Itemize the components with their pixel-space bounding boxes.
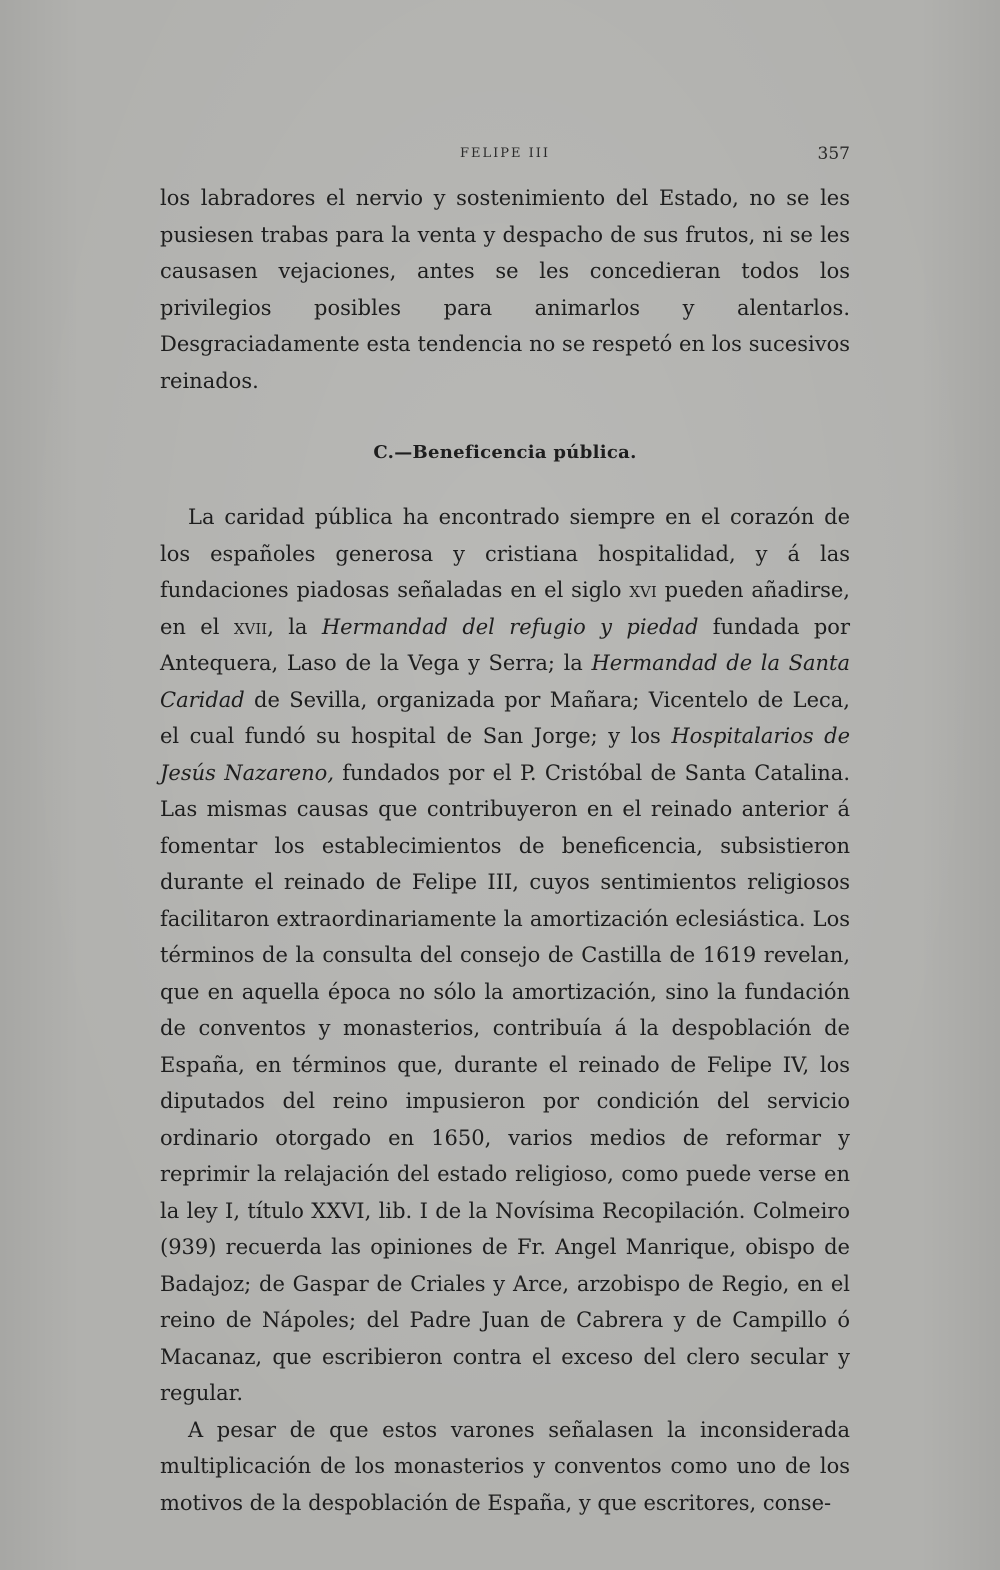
page-number: 357 [817, 144, 850, 164]
italic-hermandad-refugio: Hermandad del refugio y piedad [321, 614, 699, 639]
p2-text-6: fundados por el P. Cristóbal de Santa Catalina. Las mismas causas que contribuyeron en el reinado anterior á fomentar los establecimientos de beneficencia, subsistieron durante el reinado de Felipe III, cuyos sentimientos religiosos facilitaron extraordinariamente la amortización eclesiástica. Los términos de la consulta del consejo de Castilla de 1619 revelan, que en aquella época no sólo la amortización, sino la fundación de conventos y monasterios, contribuía á la despoblación de España, en términos que, durante el reinado de Felipe IV, los diputados del reino impusieron por condición del servicio ordinario otorgado en 1650, varios medios de reformar y reprimir la relajación del estado religioso, como puede verse en la ley I, título XXVI, lib. I de la Novísima Recopilación. Colmeiro (939) recuerda las opiniones de Fr. Angel Manrique, obispo de Badajoz; de Gaspar de Criales y Arce, arzobispo de Regio, en el reino de Nápoles; del Padre Juan de Cabrera y de Campillo ó Macanaz, que escribieron contra el exceso del clero secular y regular. [160, 760, 850, 1405]
paragraph-2 [160, 499, 850, 1412]
century-numeral-xvi: xvi [629, 578, 657, 602]
running-title: FELIPE III [459, 146, 551, 161]
italic-hospitalarios: Hospitalarios de Jesús Nazareno, [160, 724, 850, 785]
running-head [160, 146, 850, 172]
text-block [160, 180, 850, 1521]
p2-text-2: pueden añadirse, en el [160, 578, 850, 639]
paragraph-3: A pesar de que estos varones señalasen la inconsiderada multiplicación de los monasterios y conventos como uno de los motivos de la despoblación de España, y que escritores, conse- [160, 1417, 850, 1515]
p2-text-3: , la [267, 614, 322, 639]
century-numeral-xvii: xvii [233, 614, 268, 639]
p2-text-5: de Sevilla, organizada por Mañara; Vicentelo de Leca, el cual fundó su hospital de San Jorge; y los [160, 687, 850, 748]
p2-text-4: fundada por Antequera, Laso de la Vega y Serra; la [160, 614, 850, 675]
paragraph-1: los labradores el nervio y sostenimiento del Estado, no se les pusiesen trabas para la venta y despacho de sus frutos, ni se les causasen vejaciones, antes se les concedieran todos los privilegios posibles para animarlos y alentarlos. Desgraciadamente esta tendencia no se respetó en los sucesivos reinados. [160, 186, 850, 393]
italic-hermandad-caridad: Hermandad de la Santa Caridad [160, 651, 851, 712]
section-heading: C.—Beneficencia pública. [373, 442, 637, 463]
p2-text-1: La caridad pública ha encontrado siempre en el corazón de los españoles generosa y cristiana hospitalidad, y á las fundaciones piadosas señaladas en el siglo [160, 505, 850, 602]
